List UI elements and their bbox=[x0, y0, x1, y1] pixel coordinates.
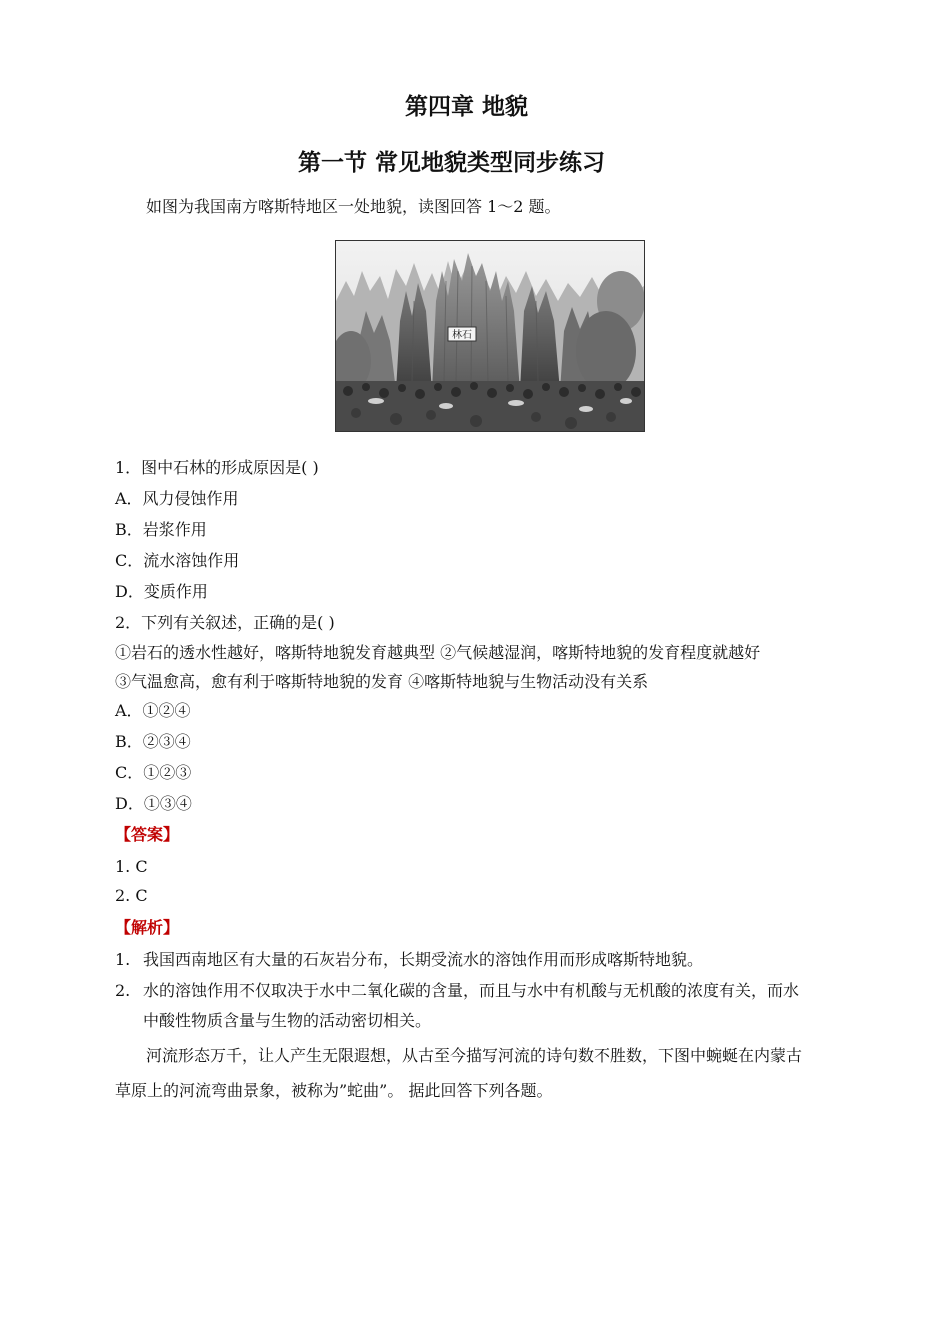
question-2-statement-2: ③气温愈高，愈有利于喀斯特地貌的发育 ④喀斯特地貌与生物活动没有关系 bbox=[115, 672, 649, 691]
question-2-statement-1: ①岩石的透水性越好，喀斯特地貌发育越典型 ②气候越湿润，喀斯特地貌的发育程度就越好 bbox=[115, 643, 761, 662]
question-2-option-b: B．②③④ bbox=[115, 732, 191, 751]
analysis-2-number: 2. bbox=[115, 981, 131, 1000]
analysis-heading: 【解析】 bbox=[115, 918, 180, 937]
question-2-stem: 2．下列有关叙述，正确的是( ) bbox=[115, 613, 335, 632]
question-2-option-c: C．①②③ bbox=[115, 763, 192, 782]
section-title: 第一节 常见地貌类型同步练习 bbox=[298, 150, 606, 176]
answer-2: 2. C bbox=[115, 886, 148, 905]
photo-sign-text: 林石 bbox=[452, 330, 472, 341]
question-2-option-a: A．①②④ bbox=[115, 701, 191, 720]
analysis-1-text: 我国西南地区有大量的石灰岩分布，长期受流水的溶蚀作用而形成喀斯特地貌。 bbox=[143, 950, 704, 969]
question-1-option-b: B．岩浆作用 bbox=[115, 520, 207, 539]
answer-heading: 【答案】 bbox=[115, 825, 180, 844]
analysis-2-text-line-2: 中酸性物质含量与生物的活动密切相关。 bbox=[143, 1011, 432, 1030]
intro-text: 如图为我国南方喀斯特地区一处地貌，读图回答 1～2 题。 bbox=[146, 197, 561, 216]
question-1-option-a: A．风力侵蚀作用 bbox=[115, 489, 239, 508]
question-1-option-d: D．变质作用 bbox=[115, 582, 208, 601]
answer-1: 1. C bbox=[115, 857, 148, 876]
question-1-option-c: C．流水溶蚀作用 bbox=[115, 551, 240, 570]
next-intro-line-1: 河流形态万千，让人产生无限遐想，从古至今描写河流的诗句数不胜数，下图中蜿蜒在内蒙古 bbox=[146, 1046, 803, 1065]
analysis-2-text-line-1: 水的溶蚀作用不仅取决于水中二氧化碳的含量，而且与水中有机酸与无机酸的浓度有关，而水 bbox=[143, 981, 800, 1000]
analysis-1-number: 1. bbox=[115, 950, 131, 969]
stone-forest-photo bbox=[335, 240, 645, 432]
question-2-option-d: D．①③④ bbox=[115, 794, 192, 813]
question-1-stem: 1．图中石林的形成原因是( ) bbox=[115, 458, 319, 477]
next-intro-line-2: 草原上的河流弯曲景象，被称为”蛇曲”。 据此回答下列各题。 bbox=[115, 1081, 553, 1100]
chapter-title: 第四章 地貌 bbox=[405, 94, 529, 120]
